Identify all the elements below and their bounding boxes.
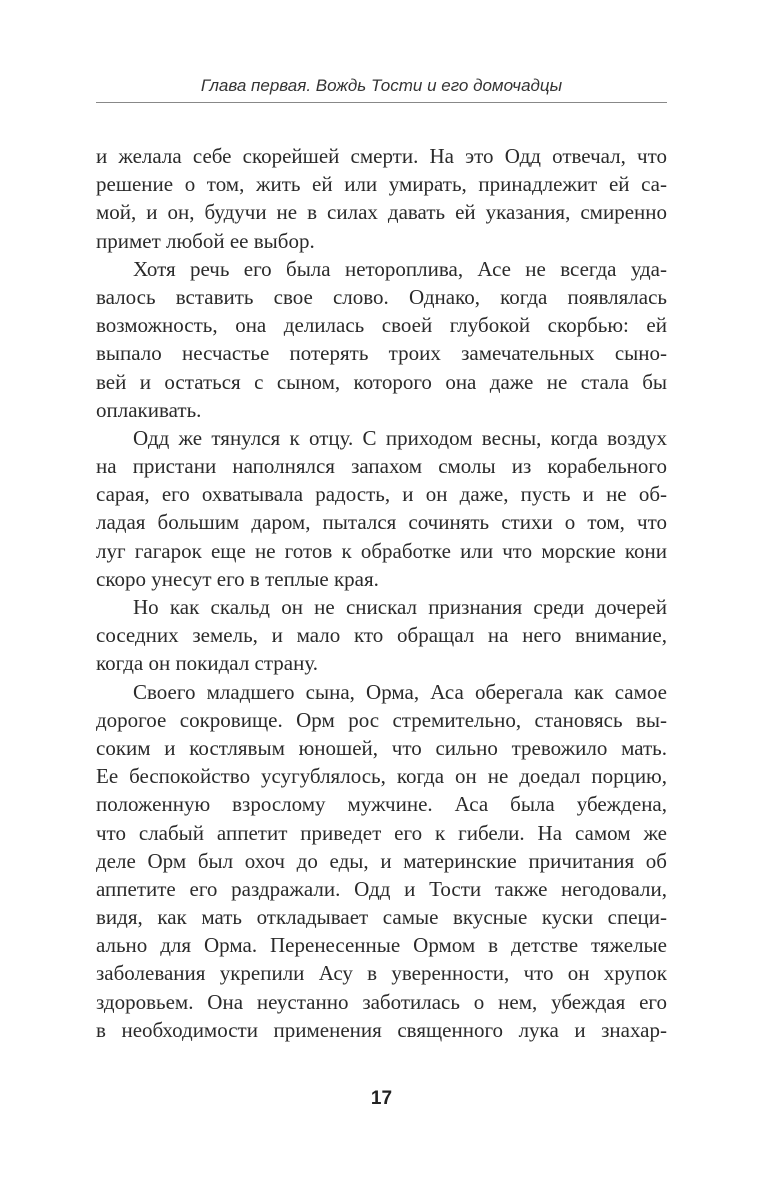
- text-line: Одд же тянулся к отцу. С приходом весны, когда воздух: [133, 425, 667, 450]
- text-line: дорогое сокровище. Орм рос стремительно, становясь вы-: [96, 707, 667, 732]
- text-line: деле Орм был охоч до еды, и материнские причитания об: [96, 848, 667, 873]
- text-line: на пристани наполнялся запахом смолы из корабельного: [96, 454, 667, 479]
- text-line: заболевания укрепили Асу в уверенности, что он хрупок: [96, 961, 667, 986]
- text-line: здоровьем. Она неустанно заботилась о нем, убеждая его: [96, 989, 667, 1014]
- text-line: Своего младшего сына, Орма, Аса оберегала как самое: [133, 679, 667, 704]
- paragraph: [96, 142, 667, 255]
- text-line: валось вставить свое слово. Однако, когда появлялась: [96, 284, 667, 309]
- text-line: оплакивать.: [96, 397, 202, 422]
- text-line: выпало несчастье потерять троих замечательных сыно-: [96, 341, 667, 366]
- text-line: ладая большим даром, пытался сочинять стихи о том, что: [96, 510, 667, 535]
- page-number: 17: [370, 1088, 393, 1109]
- text-line: возможность, она делилась своей глубокой скорбью: ей: [96, 313, 667, 338]
- text-line: соседних земель, и мало кто обращал на него внимание,: [96, 623, 667, 648]
- header-rule: [96, 102, 667, 103]
- text-line: и желала себе скорейшей смерти. На это Одд отвечал, что: [96, 144, 667, 168]
- running-header: Глава первая. Вождь Тости и его домочадцы: [200, 76, 563, 95]
- text-line: когда он покидал страну.: [96, 651, 319, 676]
- text-line: в необходимости применения священного лука и знахар-: [96, 1017, 667, 1042]
- text-line: положенную взрослому мужчине. Аса была убеждена,: [96, 792, 667, 817]
- text-line: Но как скальд он не снискал признания среди дочерей: [133, 595, 667, 619]
- body-text: [96, 142, 667, 1044]
- text-line: соким и костлявым юношей, что сильно тревожило мать.: [96, 735, 667, 760]
- text-line: сарая, его охватывала радость, и он даже, пусть и не об-: [96, 482, 667, 507]
- text-line: примет любой ее выбор.: [96, 228, 315, 253]
- text-line: мой, и он, будучи не в силах давать ей указания, смиренно: [96, 200, 667, 225]
- text-line: Хотя речь его была нетороплива, Асе не всегда уда-: [133, 256, 667, 281]
- text-line: скоро унесут его в теплые края.: [96, 566, 379, 591]
- text-line: Ее беспокойство усугублялось, когда он не доедал порцию,: [96, 764, 667, 789]
- text-line: что слабый аппетит приведет его к гибели. На самом же: [96, 820, 667, 845]
- text-line: аппетите его раздражали. Одд и Тости также негодовали,: [96, 876, 667, 901]
- text-line: решение о том, жить ей или умирать, принадлежит ей са-: [96, 172, 667, 197]
- text-line: видя, как мать откладывает самые вкусные куски специ-: [96, 905, 667, 930]
- text-line: луг гагарок еще не готов к обработке или что морские кони: [96, 538, 667, 563]
- text-line: вей и остаться с сыном, которого она даже не стала бы: [96, 369, 667, 394]
- paragraph: [96, 593, 667, 678]
- paragraph: [96, 255, 667, 424]
- paragraph: [96, 678, 667, 1044]
- paragraph: [96, 424, 667, 593]
- text-line: ально для Орма. Перенесенные Ормом в детстве тяжелые: [96, 933, 667, 958]
